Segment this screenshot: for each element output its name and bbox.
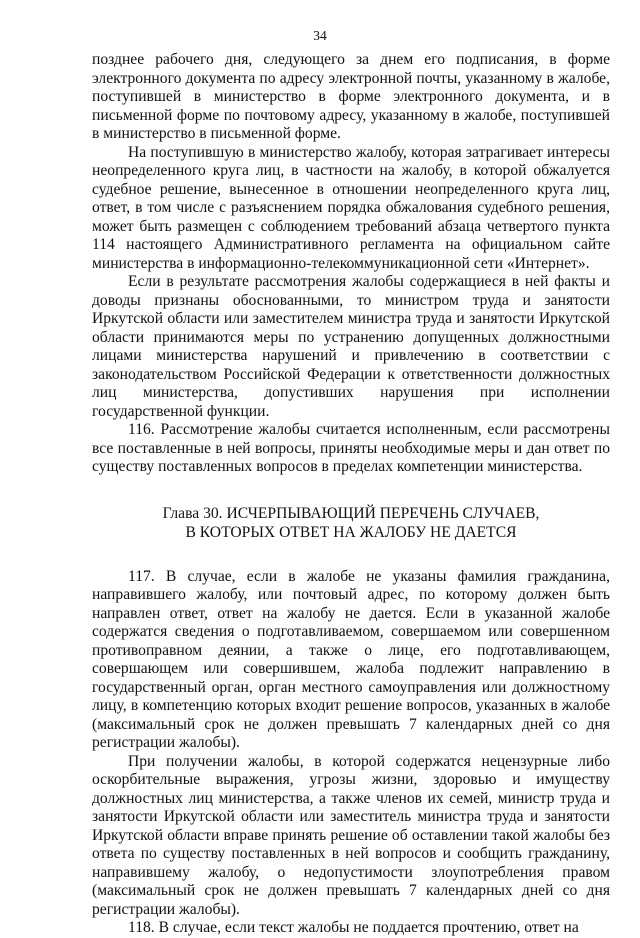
paragraph-measures-taken: Если в результате рассмотрения жалобы содержащиеся в ней факты и доводы признаны обоснованными, то министром труда и занятости Иркутской области или заместителем министра труда и занятости Иркутской области принимаются меры по устранению допущенных должностными лицами министерства нарушений и привлечению в соответствии с законодательством Российской Федерации к ответственности должностных лиц министерства, допустивших нарушения при исполнении государственной функции. <box>92 273 610 420</box>
paragraph-117: 117. В случае, если в жалобе не указаны фамилия гражданина, направившего жалобу, или почтовый адрес, по которому должен быть направлен ответ, ответ на жалобу не дается. Если в указанной жалобе содержатся сведения о подготавливаемом, совершаемом или совершенном противоправном деянии, а также о лице, его подготавливающем, совершающем или совершившем, жалоба подлежит направлению в государственный орган, орган местного самоуправления или должностному лицу, в компетенцию которых входит решение вопросов, указанных в жалобе (максимальный срок не должен превышать 7 календарных дней со дня регистрации жалобы). <box>92 567 610 751</box>
paragraph-118: 118. В случае, если текст жалобы не поддается прочтению, ответ на <box>128 919 579 936</box>
paragraph-continuation: позднее рабочего дня, следующего за днем его подписания, в форме электронного документа по адресу электронной почты, указанному в жалобе, поступившей в министерство в форме электронного документа, и в письменной форме по почтовому адресу, указанному в жалобе, поступившей в министерство в письменной форме. <box>92 51 610 142</box>
chapter-heading <box>92 504 610 542</box>
paragraph-publication-of-answer: На поступившую в министерство жалобу, которая затрагивает интересы неопределенного круга лиц, в частности на жалобу, в которой обжалуется судебное решение, вынесенное в отношении неопределенного круга лиц, ответ, в том числе с разъяснением порядка обжалования судебного решения, может быть размещен с соблюдением требований абзаца четвертого пункта 114 настоящего Административного регламента на официальном сайте министерства в информационно-телекоммуникационной сети «Интернет». <box>92 143 610 272</box>
document-body <box>92 51 610 938</box>
page-number: 34 <box>313 28 327 43</box>
paragraph-116: 116. Рассмотрение жалобы считается исполненным, если рассмотрены все поставленные в ней вопросы, приняты необходимые меры и дан ответ по существу поставленных вопросов в пределах компетенции министерства. <box>92 421 610 475</box>
chapter-heading-line-1: Глава 30. ИСЧЕРПЫВАЮЩИЙ ПЕРЕЧЕНЬ СЛУЧАЕВ, <box>162 504 540 522</box>
chapter-heading-line-2: В КОТОРЫХ ОТВЕТ НА ЖАЛОБУ НЕ ДАЕТСЯ <box>185 523 517 541</box>
paragraph-obscene-complaint: При получении жалобы, в которой содержатся нецензурные либо оскорбительные выражения, угрозы жизни, здоровью и имуществу должностных лиц министерства, а также членов их семей, министр труда и занятости Иркутской области или заместитель министра труда и занятости Иркутской области вправе принять решение об оставлении такой жалобы без ответа по существу поставленных в ней вопросов и сообщить гражданину, направившему жалобу, о недопустимости злоупотребления правом (максимальный срок не должен превышать 7 календарных дней со дня регистрации жалобы). <box>92 752 610 918</box>
